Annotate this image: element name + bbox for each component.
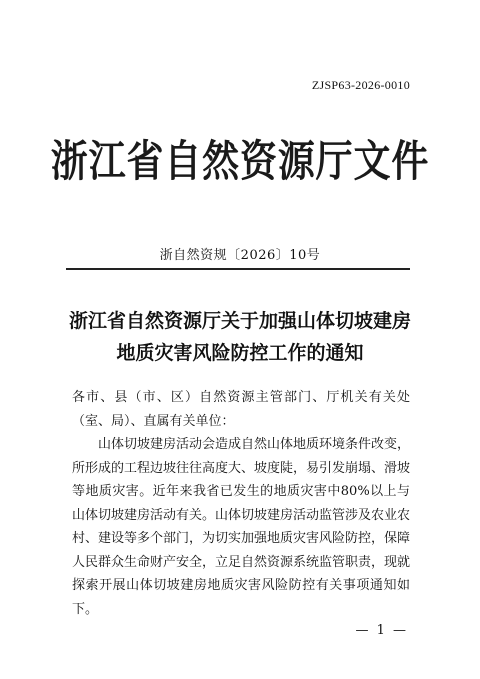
title-line-1: 浙江省自然资源厅关于加强山体切坡建房: [68, 310, 411, 332]
salutation: 各市、县（市、区）自然资源主管部门、厅机关有关处（室、局）、直属有关单位：: [72, 390, 410, 429]
document-body: [72, 386, 410, 621]
document-masthead: 浙江省自然资源厅文件: [50, 137, 430, 187]
header-divider: [66, 268, 410, 270]
document-code: ZJSP63-2026-0010: [311, 78, 410, 92]
title-line-2: 地质灾害风险防控工作的通知: [116, 342, 364, 364]
document-title: [0, 305, 480, 369]
page-number: — 1 —: [355, 623, 408, 638]
body-paragraph: 山体切坡建房活动会造成自然山体地质环境条件改变，所形成的工程边坡往往高度大、坡度陡，易引发崩塌、滑坡等地质灾害。近年来我省已发生的地质灾害中80%以上与山体切坡建房活动有关。山体切坡建房活动监管涉及农业农村、建设等多个部门，为切实加强地质灾害风险防控，保障人民群众生命财产安全，立足自然资源系统监管职责，现就探索开展山体切坡建房地质灾害风险防控有关事项通知如下。: [72, 437, 411, 617]
document-number: 浙自然资规〔2026〕10号: [159, 248, 321, 263]
